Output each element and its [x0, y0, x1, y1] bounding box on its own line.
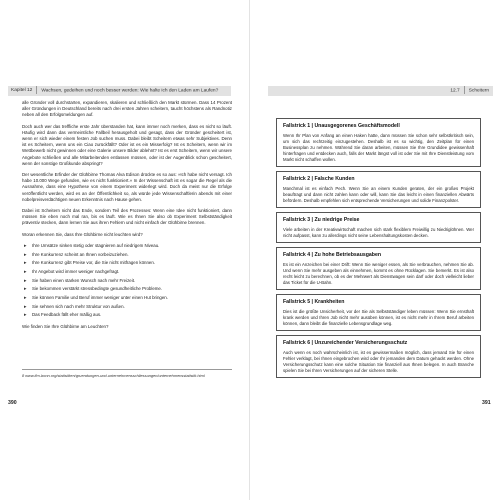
header-divider: [464, 86, 465, 94]
pitfall-box: [276, 171, 481, 208]
paragraph: Der wesentliche Erfinder der Glühbirne Thomas Alva Edison drückte es so aus: »Ich habe nicht versagt. Ich habe 10.000 Wege gefunden, wie es nicht funktioniert.« In der Wissenschaft ist es sogar die Regel als die Ausnahme, dass eine Hypothese von einem Experiment widerlegt wird. Doch da meist nur die Erfolge veröffentlicht werden, wird es an der Öffentlichkeit so, als würde jede Wissenschaftlerin abends mit einer nobelpreisverdächtigen neuen Erkenntnis nach Hause gehen.: [22, 172, 232, 202]
header-divider: [36, 86, 37, 94]
pitfall-text: Viele arbeiten in der Kreativwirtschaft machen sich stark flexiblem Freiwillig zu Niedriglöhnen. Wer nicht aufpasst, kann zu allerdings nicht seine Lebenshaltungskosten decken.: [283, 227, 474, 238]
pitfall-text: Es ist ein Anzeichen bei einer Drift: Wenn Sie weniger essen, als Sie verbrauchen, nehmen Sie ab. Und wenn Sie mehr ausgeben als einnehmen, kommt es ohne Rücklagen. Sie bemerkt. Es ist also recht leicht zu berechnen, ob es der Mehrwert als Dienstwagen sein darf oder doch vielleicht lieber das Ticket für die U-Bahn.: [283, 262, 474, 285]
pitfall-text: Auch wenn es noch wahrscheinlich ist, ist es gewissermaßen möglich, dass jemand Sie für einen Fehler verklagt, bei Ihnen eingebrochen wird oder Ihr jemanden dem Datum gehackt werden. Ohne Versicherungsschutz kann eine solche Situation Sie finanziell aus Ihnen belegen. In auch Branche spielen Sie bei Ihren Versicherungen auf der sicheren Stelle.: [283, 350, 474, 373]
list-item: ▸ Sie sehnen sich nach mehr Struktur von außen.: [32, 304, 232, 310]
right-page: [250, 0, 500, 500]
pitfall-title: Fallstrick 5 | Krankheiten: [283, 299, 345, 305]
paragraph: Dabei ist Scheitern nicht das Ende, sondern Teil des Prozesses: Wenn eine Idee nicht funktioniert, dann müssen Sie eben noch mal ran, bis es läuft. Wie es Ihnen Sie also ob Experiment Selbstständigkeit präventiv stecken, dann lernen Sie aus ihren Fehlern und nicht einfach der Glühbirne brennen.: [22, 208, 232, 226]
list-item: ▸ Das Feedback fällt eher mäßig aus.: [32, 312, 232, 318]
chapter-title: Wachsen, gedeihen und noch besser werden: Wie halte ich den Laden am Laufen?: [41, 88, 219, 94]
pitfall-title: Fallstrick 4 | Zu hohe Betriebsausgaben: [283, 252, 382, 258]
question-text: Woran erkennen Sie, dass Ihre Glühbirne nicht leuchten wird?: [22, 231, 143, 237]
list-item: ▸ Sie haben einen starken Wunsch nach mehr Freizeit.: [32, 278, 232, 284]
list-item: ▸ Sie bekommen verstärkt stressbedingte gesundheitliche Probleme.: [32, 286, 232, 292]
pitfall-title: Fallstrick 3 | Zu niedrige Preise: [283, 217, 360, 223]
section-title: Scheitern: [468, 88, 489, 94]
section-number: 12.7: [450, 88, 460, 94]
pitfall-title: Fallstrick 6 | Unzureichender Versicherungsschutz: [283, 340, 408, 346]
pitfall-boxes: [276, 118, 481, 382]
pitfall-box: [276, 335, 481, 378]
pitfall-box: [276, 247, 481, 290]
list-item: ▸ Ihr Angebot wird immer weniger nachgefragt.: [32, 269, 232, 275]
closing-text: Wie finden Sie Ihre Glühbirne am Leuchten?: [22, 323, 109, 329]
list-item: ▸ Ihre Konkurrenz scheint an Ihnen vorbeizuziehen.: [32, 252, 232, 258]
page-number: 390: [8, 400, 17, 406]
pitfall-title: Fallstrick 2 | Falsche Kunden: [283, 176, 355, 182]
pitfall-text: Dies ist die größte Unsicherheit, vor der Sie als Selbstständiger leben müssen: Wenn Sie ernsthaft krank werden und Ihren Job nicht mehr ausüben können, ist es nicht mehr in Ihrem Beruf arbeiten können, dann bleibt die finanzielle Lebensgrundlage weg.: [283, 309, 474, 326]
paragraph: Doch auch wer das treffliche erste Jahr überstanden hat, kann immer noch merken, dass es nicht so läuft. Häufig wird dann das vermeintliche Fallbeil herausgeholt und gesagt, dass der Gründer gescheitert ist, wenn er sich wieder einem festen Job suchen muss. Dabei bleibt Scheitern etwas sehr Subjektives. Denn ist es Scheitern, wenn uns ein Ciao zurückfällt? Oder ist es ein Misserfolg? Ist es Scheitern, wenn wir im Wettbewerb nicht gewinnen oder eine Galerie unsere Bilder ablehnt? Ist es erst Scheitern, wenn wir unsere Angebote schließen und alle Mitarbeitenden entlassen müssen, oder ist der Augenblick schon gescheitert, wenn der sonstige Großkunde abspringt?: [22, 123, 232, 166]
pitfall-box: [276, 118, 481, 167]
pitfall-box: [276, 294, 481, 331]
list-item: ▸ Sie können Familie und Beruf immer weniger unter einen Hut bringen.: [32, 295, 232, 301]
footnote: 8 www.ifm-bonn.org/statistiken/gruendungen-und-unternehmensschliessungen/unternehmensstatistik.html: [22, 369, 232, 378]
pitfall-title: Fallstrick 1 | Unausgegorenes Geschäftsmodell: [283, 123, 400, 129]
chapter-label: Kapitel 12: [11, 88, 33, 94]
running-header: [268, 86, 493, 96]
running-header: [8, 86, 231, 96]
pitfall-box: [276, 212, 481, 243]
list-item: ▸ Ihre Konkurrenz gibt Preise vor, die Sie nicht mitfragen können.: [32, 260, 232, 266]
bullet-list: [22, 243, 232, 319]
paragraph: alle Gründer voll durchstarten, expandieren, skalieren und schließlich den Markt stürmen. Dass 14 Prozent aller Gründungen in Deutschland bereits nach drei ersten Jahren scheitern, taucht höchstens als Randnotiz neben all den Erfolgsmeldungen auf.: [22, 100, 232, 118]
page-number: 391: [482, 400, 491, 406]
pitfall-text: Wenn Ihr Plan von Anfang an einen Haken hatte, dann müssen Sie schon sehr selbstkritisch sein, um sich das rechtzeitig einzugestehen. Deshalb ist es so wichtig, den Zeitplan für einen Businessplan zu nehmen. Während Sie daran arbeiten, müssen Sie Ihre Grundidee gewissenhaft hinterfragen und entdecken auch, falls der Markt längst voll ist oder Sie mit Ihre Dienstleistung vom Markt nicht schaffen wollen.: [283, 133, 474, 162]
list-item: ▸ Ihre Umsätze sinken stetig oder stagnieren auf niedrigem Niveau.: [32, 243, 232, 249]
body-text: [22, 100, 232, 335]
pitfall-text: Manchmal ist es einfach Pech. Wenn Sie an einem Kunden geraten, der ein großes Projekt beauftragt und dann nicht zahlen kann oder will, kann Sie das leicht in einen finanziellen Abwärts befördern. Deshalb empfehlen sich entsprechende Versicherungen und solide Finanzpolster.: [283, 186, 474, 203]
